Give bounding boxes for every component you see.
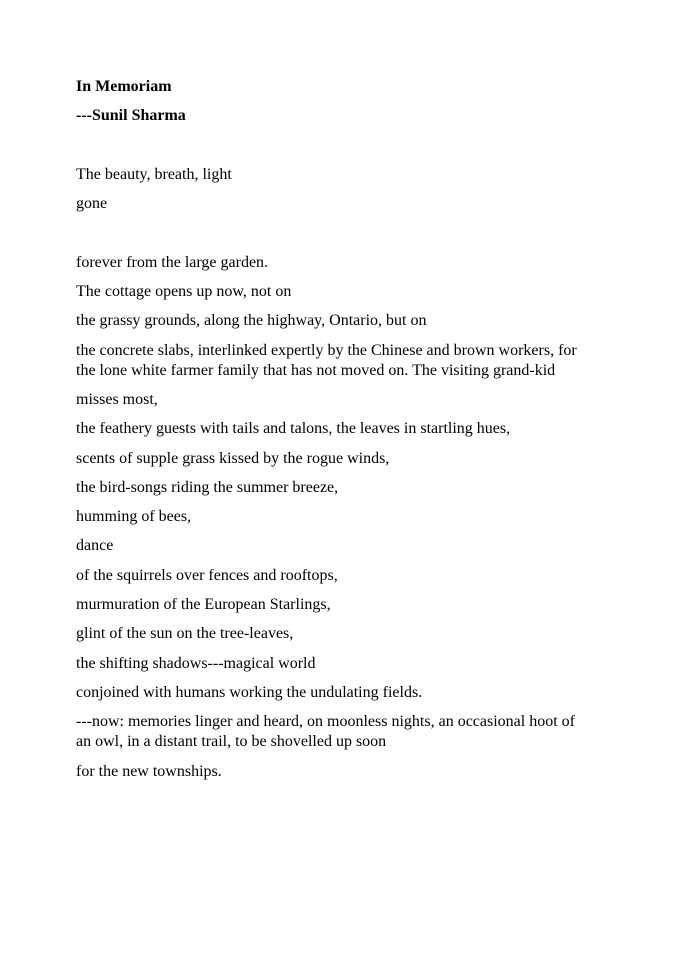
poem-paragraph xyxy=(76,712,636,752)
poem-line: the bird-songs riding the summer breeze, xyxy=(76,478,339,496)
poem-paragraph xyxy=(76,341,636,381)
poem-paragraph xyxy=(76,762,636,782)
poem-paragraph xyxy=(76,683,636,703)
poem-line: ---now: memories linger and heard, on moonless nights, an occasional hoot of xyxy=(76,713,575,731)
poem-paragraph xyxy=(76,507,636,527)
poem-line: The cottage opens up now, not on xyxy=(76,283,292,301)
poem-paragraph xyxy=(76,536,636,556)
poem-line: gone xyxy=(76,195,108,213)
poem-line: glint of the sun on the tree-leaves, xyxy=(76,625,294,643)
document-body xyxy=(76,77,636,791)
poem-line: of the squirrels over fences and rooftops, xyxy=(76,566,338,584)
poem-paragraph xyxy=(76,282,636,302)
poem-line: humming of bees, xyxy=(76,508,192,526)
poem-paragraph xyxy=(76,390,636,410)
poem-paragraph xyxy=(76,624,636,644)
poem-line: forever from the large garden. xyxy=(76,253,269,271)
poem-paragraph xyxy=(76,449,636,469)
poem-line: an owl, in a distant trail, to be shovelled up soon xyxy=(76,733,387,751)
poem-line: the grassy grounds, along the highway, Ontario, but on xyxy=(76,312,427,330)
poem-line: for the new townships. xyxy=(76,762,222,780)
poem-line: murmuration of the European Starlings, xyxy=(76,596,331,614)
poem-line: the shifting shadows---magical world xyxy=(76,654,316,672)
poem-line: the lone white farmer family that has not moved on. The visiting grand-kid xyxy=(76,361,556,379)
poem-line: the feathery guests with tails and talons, the leaves in startling hues, xyxy=(76,420,511,438)
stanza xyxy=(76,253,636,782)
poem-line: conjoined with humans working the undulating fields. xyxy=(76,683,423,701)
blank-line xyxy=(76,223,636,243)
poem-paragraph xyxy=(76,253,636,273)
poem-paragraph xyxy=(76,478,636,498)
poem-line: dance xyxy=(76,537,114,555)
poem-paragraph xyxy=(76,419,636,439)
poem-line: scents of supple grass kissed by the rogue winds, xyxy=(76,449,390,467)
poem-title: In Memoriam xyxy=(76,78,172,95)
poem-author: ---Sunil Sharma xyxy=(76,107,186,125)
poem-paragraph xyxy=(76,654,636,674)
poem-line: The beauty, breath, light xyxy=(76,165,232,183)
poem-paragraph xyxy=(76,311,636,331)
poem-paragraph xyxy=(76,566,636,586)
poem-paragraph xyxy=(76,595,636,615)
poem-line: the concrete slabs, interlinked expertly by the Chinese and brown workers, for xyxy=(76,341,577,359)
blank-line xyxy=(76,136,636,156)
poem-line: misses most, xyxy=(76,390,158,408)
